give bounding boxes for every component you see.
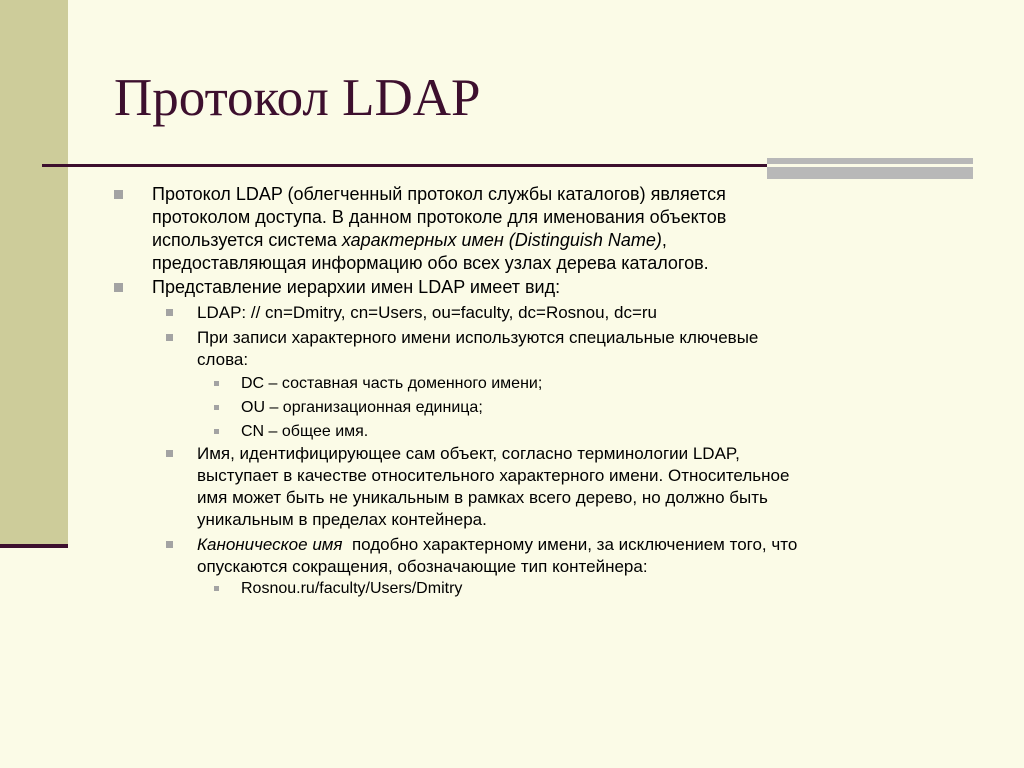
list-item-text: выступает в качестве относительного характерного имени. Относительное [197, 466, 790, 485]
slide-title: Протокол LDAP [114, 69, 481, 127]
title-divider [42, 164, 767, 167]
list-item-text: Имя, идентифицирующее сам объект, согласно терминологии LDAP, [197, 444, 740, 463]
square-bullet-icon [114, 283, 123, 292]
list-item-text: имя может быть не уникальным в рамках всего дерево, но должно быть [197, 488, 768, 507]
list-item-text: При записи характерного имени используются специальные ключевые [197, 328, 759, 347]
square-bullet-icon [214, 586, 219, 591]
emphasis-text: Каноническое имя [197, 535, 343, 554]
list-item-text: слова: [197, 350, 249, 369]
square-bullet-icon [166, 541, 173, 548]
square-bullet-icon [114, 190, 123, 199]
list-item-text: уникальным в пределах контейнера. [197, 510, 487, 529]
list-item-text: предоставляющая информацию обо всех узлах дерева каталогов. [152, 253, 709, 273]
list-item-text: Каноническое имя подобно характерному имени, за исключением того, что [197, 535, 798, 554]
list-item-text: Протокол LDAP (облегченный протокол службы каталогов) является [152, 184, 726, 204]
list-item-text: DC – составная часть доменного имени; [241, 375, 543, 392]
list-item-text: Rosnou.ru/faculty/Users/Dmitry [241, 580, 463, 597]
title-divider-accent-bottom [767, 167, 973, 179]
square-bullet-icon [214, 381, 219, 386]
square-bullet-icon [166, 334, 173, 341]
square-bullet-icon [214, 429, 219, 434]
emphasis-text: характерных имен (Distinguish Name) [341, 230, 662, 250]
decorative-side-bar-line [0, 544, 68, 548]
list-item-text: CN – общее имя. [241, 423, 369, 440]
list-item-text: используется система характерных имен (Distinguish Name), [152, 230, 667, 250]
title-divider-accent-top [767, 158, 973, 164]
list-item-text: Представление иерархии имен LDAP имеет вид: [152, 277, 561, 297]
square-bullet-icon [166, 309, 173, 316]
square-bullet-icon [166, 450, 173, 457]
list-item-text: LDAP: // cn=Dmitry, cn=Users, ou=faculty, dc=Rosnou, dc=ru [197, 303, 657, 322]
list-item-text: протоколом доступа. В данном протоколе для именования объектов [152, 207, 727, 227]
square-bullet-icon [214, 405, 219, 410]
list-item-text: опускаются сокращения, обозначающие тип контейнера: [197, 557, 648, 576]
list-item-text: OU – организационная единица; [241, 399, 483, 416]
decorative-side-bar [0, 0, 68, 548]
